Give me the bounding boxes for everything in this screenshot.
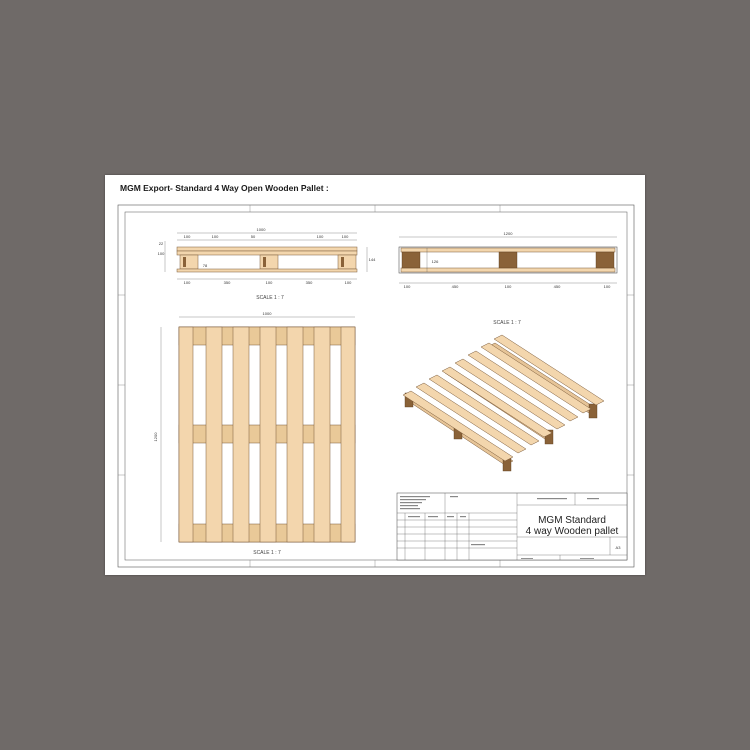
front-top-dim: 100 bbox=[211, 234, 219, 239]
side-bottom-dim: 450 bbox=[451, 284, 459, 289]
side-block-right bbox=[596, 252, 614, 268]
title-block-title-line2: 4 way Wooden pallet bbox=[525, 526, 619, 537]
top-deck-board bbox=[206, 327, 222, 542]
front-bottom-dim: 350 bbox=[305, 280, 313, 285]
sheet-title: MGM Export- Standard 4 Way Open Wooden Pallet : bbox=[120, 183, 329, 193]
front-side-dim: 100 bbox=[157, 251, 165, 256]
front-view-scale: SCALE 1 : 7 bbox=[256, 295, 284, 301]
top-deck-board bbox=[233, 327, 249, 542]
side-bottom-board bbox=[401, 268, 615, 272]
front-block-middle bbox=[260, 255, 278, 269]
technical-drawing bbox=[105, 175, 645, 575]
side-length-dim: 1200 bbox=[503, 231, 513, 236]
top-view bbox=[153, 311, 355, 556]
front-bottom-dim: 100 bbox=[344, 280, 352, 285]
title-block-title-line1: MGM Standard bbox=[538, 515, 606, 526]
top-deck-board bbox=[341, 327, 355, 542]
top-deck-board bbox=[179, 327, 193, 542]
iso-block bbox=[589, 404, 597, 418]
front-view bbox=[158, 227, 376, 301]
side-bottom-dim: 100 bbox=[403, 284, 411, 289]
front-side-dim: 78 bbox=[202, 263, 208, 268]
front-stringer bbox=[177, 251, 357, 255]
side-bottom-dim: 100 bbox=[504, 284, 512, 289]
top-deck-board bbox=[260, 327, 276, 542]
front-bottom-dim: 100 bbox=[183, 280, 191, 285]
side-bottom-dim: 450 bbox=[553, 284, 561, 289]
front-block-left bbox=[180, 255, 198, 269]
top-deck-board bbox=[287, 327, 303, 542]
front-side-dim: 22 bbox=[158, 241, 164, 246]
front-top-dim: 100 bbox=[183, 234, 191, 239]
front-bottom-dim: 350 bbox=[223, 280, 231, 285]
front-bottom-board bbox=[177, 269, 357, 272]
front-top-dim: 100 bbox=[341, 234, 349, 239]
side-top-deck bbox=[401, 248, 615, 252]
top-width-dim: 1000 bbox=[262, 311, 272, 316]
front-height-dim: 144 bbox=[368, 257, 376, 262]
title-block bbox=[397, 493, 627, 560]
title-block-sheet-size: A3 bbox=[615, 545, 621, 550]
drawing-sheet bbox=[105, 175, 645, 575]
iso-view-scale: SCALE 1 : 7 bbox=[493, 320, 521, 326]
front-top-dim: 50 bbox=[250, 234, 256, 239]
front-bottom-dim: 100 bbox=[265, 280, 273, 285]
side-block-middle bbox=[499, 252, 517, 268]
front-top-deck bbox=[177, 247, 357, 251]
side-view bbox=[399, 231, 617, 289]
side-height-dim: 126 bbox=[431, 259, 439, 264]
front-block-right bbox=[338, 255, 356, 269]
side-bottom-dim: 100 bbox=[603, 284, 611, 289]
top-view-scale: SCALE 1 : 7 bbox=[253, 550, 281, 556]
front-top-dim: 100 bbox=[316, 234, 324, 239]
top-length-dim: 1200 bbox=[153, 432, 158, 442]
isometric-view bbox=[403, 320, 604, 471]
side-block-left bbox=[402, 252, 420, 268]
top-deck-board bbox=[314, 327, 330, 542]
front-width-dim: 1000 bbox=[256, 227, 266, 232]
